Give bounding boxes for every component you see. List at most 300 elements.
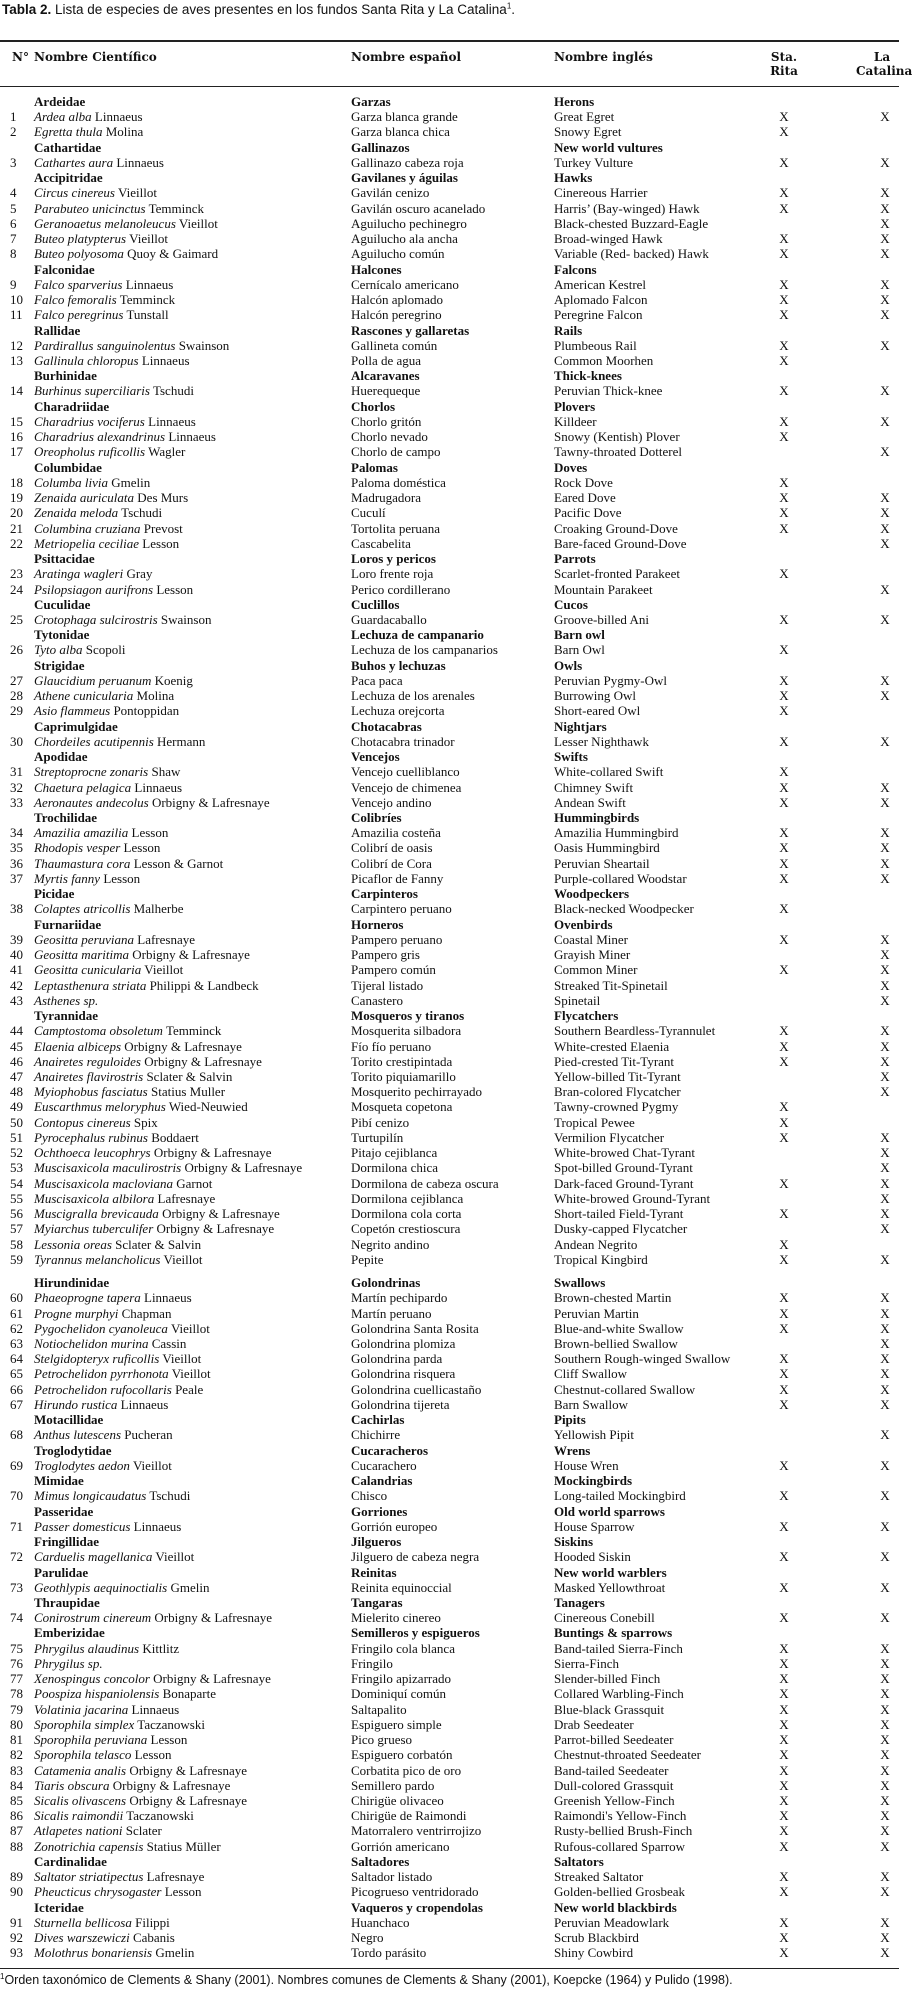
species-author: Taczanowski — [126, 1808, 194, 1824]
family-row — [0, 94, 899, 109]
species-spanish-name: Vencejo cuelliblanco — [351, 764, 460, 780]
species-row — [0, 1084, 899, 1099]
species-scientific-name — [34, 1397, 168, 1412]
santa-rita-presence: X — [779, 337, 789, 353]
species-scientific-name — [34, 825, 168, 840]
row-spacer — [0, 1267, 899, 1275]
species-scientific-name — [34, 444, 185, 459]
table-bottom-rule — [0, 1968, 899, 1969]
santa-rita-presence: X — [779, 1351, 789, 1367]
family-spanish-name: Vencejos — [351, 749, 400, 765]
species-number: 34 — [10, 825, 23, 841]
family-spanish-name: Tangaras — [351, 1594, 403, 1610]
la-catalina-presence: X — [880, 931, 890, 947]
species-author: Linnaeus — [141, 352, 190, 368]
species-author: Temminck — [119, 292, 176, 308]
family-row — [0, 323, 899, 338]
species-binomial: Troglodytes aedon — [34, 1457, 130, 1473]
la-catalina-presence: X — [880, 185, 890, 201]
la-catalina-presence: X — [880, 581, 890, 597]
species-spanish-name: Chisco — [351, 1488, 388, 1504]
la-catalina-presence: X — [880, 413, 890, 429]
species-english-name: Peruvian Sheartail — [554, 855, 650, 871]
la-catalina-presence: X — [880, 1518, 890, 1534]
species-english-name: Scarlet-fronted Parakeet — [554, 566, 680, 582]
species-english-name: Mountain Parakeet — [554, 581, 653, 597]
species-spanish-name: Pitajo cejiblanca — [351, 1145, 438, 1161]
species-number: 38 — [10, 901, 23, 917]
family-english-name: Siskins — [554, 1534, 594, 1550]
species-number: 29 — [10, 703, 23, 719]
family-spanish-name: Gorriones — [351, 1503, 408, 1519]
species-binomial: Charadrius vociferus — [34, 413, 145, 429]
species-row — [0, 1351, 899, 1366]
species-row — [0, 1176, 899, 1191]
footnote-text: Orden taxonómico de Clements & Shany (2001). Nombres comunes de Clements & Shany (2001), Koepcke (1964) y Pulido (1998). — [4, 1973, 733, 1987]
family-spanish-name: Cachirlas — [351, 1412, 405, 1428]
santa-rita-presence: X — [779, 1053, 789, 1069]
species-number: 39 — [10, 931, 23, 947]
species-binomial: Atlapetes nationi — [34, 1823, 123, 1839]
species-row — [0, 1915, 899, 1930]
species-number: 21 — [10, 520, 23, 536]
species-english-name: Groove-billed Ani — [554, 611, 649, 627]
species-spanish-name: Colibrí de Cora — [351, 855, 432, 871]
family-scientific-name: Accipitridae — [34, 170, 103, 186]
la-catalina-presence: X — [880, 1175, 890, 1191]
family-scientific-name: Hirundinidae — [34, 1275, 110, 1291]
species-author: Boddaert — [151, 1129, 199, 1145]
footnote-mark: 1 — [0, 1971, 5, 1981]
species-author: Filippi — [135, 1914, 170, 1930]
la-catalina-presence: X — [880, 611, 890, 627]
family-spanish-name: Chorlos — [351, 398, 396, 414]
species-binomial: Geothlypis aequinoctialis — [34, 1579, 168, 1595]
species-binomial: Anairetes reguloides — [34, 1053, 141, 1069]
species-english-name: Cinereous Conebill — [554, 1610, 655, 1626]
species-binomial: Poospiza hispaniolensis — [34, 1686, 160, 1702]
species-english-name: Lesser Nighthawk — [554, 733, 649, 749]
la-catalina-presence: X — [880, 855, 890, 871]
la-catalina-presence: X — [880, 444, 890, 460]
species-english-name: White-crested Elaenia — [554, 1038, 670, 1054]
santa-rita-presence: X — [779, 109, 789, 125]
species-binomial: Chaetura pelagica — [34, 779, 132, 795]
species-author: Lesson — [156, 581, 194, 597]
species-english-name: Common Miner — [554, 962, 638, 978]
santa-rita-presence: X — [779, 1838, 789, 1854]
santa-rita-presence: X — [779, 1777, 789, 1793]
species-number: 86 — [10, 1808, 23, 1824]
species-row — [0, 429, 899, 444]
species-binomial: Chordeiles acutipennis — [34, 733, 154, 749]
santa-rita-presence: X — [779, 733, 789, 749]
santa-rita-presence: X — [779, 566, 789, 582]
species-row — [0, 1237, 899, 1252]
species-binomial: Anthus lutescens — [34, 1427, 122, 1443]
species-english-name: Brown-chested Martin — [554, 1290, 672, 1306]
la-catalina-presence: X — [880, 1914, 890, 1930]
species-binomial: Pyrocephalus rubinus — [34, 1129, 148, 1145]
family-scientific-name: Troglodytidae — [34, 1442, 112, 1458]
species-binomial: Burhinus superciliaris — [34, 383, 150, 399]
species-row — [0, 1869, 899, 1884]
species-spanish-name: Pampero gris — [351, 947, 420, 963]
species-number: 33 — [10, 794, 23, 810]
species-row — [0, 1145, 899, 1160]
species-author: Orbigny & Lafresnaye — [129, 1793, 248, 1809]
species-number: 3 — [10, 154, 17, 170]
species-row — [0, 1580, 899, 1595]
la-catalina-presence: X — [880, 520, 890, 536]
species-author: Linnaeus — [134, 779, 183, 795]
family-spanish-name: Reinitas — [351, 1564, 397, 1580]
species-row — [0, 490, 899, 505]
species-author: Lesson — [131, 825, 169, 841]
species-binomial: Camptostoma obsoletum — [34, 1023, 163, 1039]
la-catalina-presence: X — [880, 154, 890, 170]
species-binomial: Oreopholus ruficollis — [34, 444, 146, 460]
species-row — [0, 1808, 899, 1823]
species-binomial: Psilopsiagon aurifrons — [34, 581, 154, 597]
family-row — [0, 170, 899, 185]
santa-rita-presence: X — [779, 490, 789, 506]
family-spanish-name: Semilleros y espigueros — [351, 1625, 480, 1641]
species-author: Lesson — [150, 1732, 188, 1748]
species-row — [0, 1488, 899, 1503]
species-binomial: Muscisaxicola macloviana — [34, 1175, 173, 1191]
species-number: 68 — [10, 1427, 23, 1443]
family-row — [0, 1854, 899, 1869]
species-scientific-name — [34, 840, 160, 855]
species-binomial: Anairetes flavirostris — [34, 1069, 144, 1084]
species-author: Orbigny & Lafresnaye — [132, 947, 250, 963]
family-english-name: Barn owl — [554, 627, 605, 643]
species-row — [0, 1039, 899, 1054]
santa-rita-presence: X — [779, 1381, 789, 1397]
family-english-name: Nightjars — [554, 718, 607, 734]
species-row — [0, 1763, 899, 1778]
species-scientific-name — [34, 612, 211, 627]
family-scientific-name: Thraupidae — [34, 1594, 100, 1610]
species-binomial: Parabuteo unicinctus — [34, 200, 146, 216]
species-row — [0, 1778, 899, 1793]
santa-rita-presence: X — [779, 307, 789, 323]
species-row — [0, 1054, 899, 1069]
family-spanish-name: Saltadores — [351, 1853, 410, 1869]
species-binomial: Cathartes aura — [34, 154, 114, 170]
species-row — [0, 1427, 899, 1442]
santa-rita-presence: X — [779, 794, 789, 810]
species-scientific-name — [34, 1290, 192, 1305]
species-row — [0, 1458, 899, 1473]
species-scientific-name — [34, 490, 188, 505]
family-english-name: Wrens — [554, 1442, 591, 1458]
species-english-name: Tropical Kingbird — [554, 1251, 648, 1267]
species-english-name: Rock Dove — [554, 474, 613, 490]
header-number: N° — [12, 50, 29, 64]
santa-rita-presence: X — [779, 870, 789, 886]
species-number: 89 — [10, 1869, 23, 1885]
species-number: 47 — [10, 1069, 23, 1084]
species-number: 72 — [10, 1549, 23, 1565]
la-catalina-presence: X — [880, 1808, 890, 1824]
la-catalina-presence: X — [880, 1930, 890, 1946]
species-english-name: Dull-colored Grassquit — [554, 1777, 674, 1793]
species-binomial: Falco peregrinus — [34, 307, 124, 323]
species-spanish-name: Reinita equinoccial — [351, 1579, 452, 1595]
species-number: 62 — [10, 1320, 23, 1336]
santa-rita-presence: X — [779, 1251, 789, 1267]
species-binomial: Ardea alba — [34, 109, 92, 125]
species-english-name: Band-tailed Seedeater — [554, 1762, 669, 1778]
species-author: Statius Müller — [146, 1838, 221, 1854]
species-english-name: Blue-black Grassquit — [554, 1701, 665, 1717]
la-catalina-presence: X — [880, 1732, 890, 1748]
species-number: 71 — [10, 1518, 23, 1534]
santa-rita-presence: X — [779, 292, 789, 308]
la-catalina-presence: X — [880, 1053, 890, 1069]
species-spanish-name: Aguilucho ala ancha — [351, 231, 458, 247]
species-english-name: Common Moorhen — [554, 352, 654, 368]
species-spanish-name: Picaflor de Fanny — [351, 870, 444, 886]
santa-rita-presence: X — [779, 1457, 789, 1473]
la-catalina-presence: X — [880, 1457, 890, 1473]
species-spanish-name: Matorralero ventrirrojizo — [351, 1823, 482, 1839]
species-row — [0, 1945, 899, 1960]
family-scientific-name: Strigidae — [34, 657, 85, 673]
species-spanish-name: Fringilo cola blanca — [351, 1640, 455, 1656]
species-scientific-name — [34, 246, 218, 261]
family-row — [0, 749, 899, 764]
species-scientific-name — [34, 871, 140, 886]
species-spanish-name: Copetón crestioscura — [351, 1221, 461, 1237]
la-catalina-presence: X — [880, 962, 890, 978]
family-english-name: Flycatchers — [554, 1008, 619, 1024]
species-spanish-name: Dormilona cola corta — [351, 1206, 462, 1222]
species-english-name: Cliff Swallow — [554, 1366, 628, 1382]
species-spanish-name: Negrito andino — [351, 1236, 430, 1252]
family-scientific-name: Mimidae — [34, 1473, 84, 1489]
species-english-name: Streaked Saltator — [554, 1869, 644, 1885]
species-english-name: Purple-collared Woodstar — [554, 870, 687, 886]
species-english-name: Long-tailed Mockingbird — [554, 1488, 686, 1504]
species-row — [0, 1549, 899, 1564]
la-catalina-presence: X — [880, 337, 890, 353]
species-english-name: Plumbeous Rail — [554, 337, 637, 353]
species-binomial: Charadrius alexandrinus — [34, 429, 166, 445]
species-english-name: Southern Beardless-Tyrannulet — [554, 1023, 716, 1039]
species-scientific-name — [34, 1823, 162, 1838]
family-english-name: Owls — [554, 657, 583, 673]
species-author: Pucheran — [124, 1427, 173, 1443]
species-row — [0, 307, 899, 322]
species-row — [0, 1671, 899, 1686]
family-spanish-name: Garzas — [351, 94, 391, 109]
species-spanish-name: Aguilucho pechinegro — [351, 215, 467, 231]
species-row — [0, 1884, 899, 1899]
species-scientific-name — [34, 155, 164, 170]
species-binomial: Metriopelia ceciliae — [34, 535, 140, 551]
species-number: 77 — [10, 1671, 23, 1687]
family-scientific-name: Icteridae — [34, 1899, 84, 1915]
species-number: 75 — [10, 1640, 23, 1656]
species-spanish-name: Aguilucho común — [351, 246, 445, 262]
species-number: 88 — [10, 1838, 23, 1854]
family-scientific-name: Trochilidae — [34, 810, 98, 826]
santa-rita-presence: X — [779, 1023, 789, 1039]
caption-text: Lista de especies de aves presentes en los fundos Santa Rita y La Catalina — [51, 2, 507, 17]
species-number: 12 — [10, 337, 23, 353]
species-binomial: Xenospingus concolor — [34, 1671, 150, 1687]
species-spanish-name: Garza blanca chica — [351, 124, 450, 140]
species-row — [0, 216, 899, 231]
species-spanish-name: Dominiquí común — [351, 1686, 446, 1702]
la-catalina-presence: X — [880, 870, 890, 886]
species-author: Lesson — [142, 535, 180, 551]
species-scientific-name — [34, 1458, 172, 1473]
species-scientific-name — [34, 353, 190, 368]
species-english-name: Amazilia Hummingbird — [554, 825, 679, 841]
species-spanish-name: Golondrina Santa Rosita — [351, 1320, 479, 1336]
santa-rita-presence: X — [779, 1549, 789, 1565]
santa-rita-presence: X — [779, 840, 789, 856]
species-english-name: White-collared Swift — [554, 764, 664, 780]
species-scientific-name — [34, 1519, 181, 1534]
santa-rita-presence: X — [779, 962, 789, 978]
species-spanish-name: Mosqueta copetona — [351, 1099, 453, 1115]
species-scientific-name — [34, 277, 173, 292]
santa-rita-presence: X — [779, 154, 789, 170]
species-row — [0, 155, 899, 170]
species-binomial: Geositta cunicularia — [34, 962, 142, 978]
species-scientific-name — [34, 521, 183, 536]
family-english-name: Cucos — [554, 596, 588, 612]
species-binomial: Volatinia jacarina — [34, 1701, 129, 1717]
la-catalina-presence: X — [880, 109, 890, 125]
santa-rita-presence: X — [779, 474, 789, 490]
species-binomial: Myiophobus fasciatus — [34, 1084, 148, 1100]
species-english-name: Killdeer — [554, 413, 597, 429]
family-row — [0, 1565, 899, 1580]
species-spanish-name: Chirigüe olivaceo — [351, 1793, 444, 1809]
species-number: 9 — [10, 276, 17, 292]
la-catalina-presence: X — [880, 1716, 890, 1732]
species-number: 50 — [10, 1114, 23, 1130]
species-spanish-name: Semillero pardo — [351, 1777, 435, 1793]
species-author: Linnaeus — [133, 1518, 182, 1534]
la-catalina-presence: X — [880, 672, 890, 688]
family-spanish-name: Calandrias — [351, 1473, 413, 1489]
species-author: Vieillot — [162, 1351, 202, 1367]
family-spanish-name: Palomas — [351, 459, 398, 475]
species-number: 48 — [10, 1084, 23, 1100]
species-english-name: Andean Negrito — [554, 1236, 638, 1252]
family-scientific-name: Psittacidae — [34, 551, 95, 567]
species-spanish-name: Fringilo apizarrado — [351, 1671, 451, 1687]
species-number: 91 — [10, 1914, 23, 1930]
species-english-name: Croaking Ground-Dove — [554, 520, 678, 536]
family-english-name: Rails — [554, 322, 583, 338]
family-scientific-name: Falconidae — [34, 261, 95, 277]
santa-rita-presence: X — [779, 1518, 789, 1534]
species-binomial: Rhodopis vesper — [34, 840, 121, 856]
species-row — [0, 840, 899, 855]
species-scientific-name — [34, 1054, 262, 1069]
species-scientific-name — [34, 1641, 179, 1656]
family-scientific-name: Tytonidae — [34, 627, 90, 643]
species-author: Temminck — [165, 1023, 222, 1039]
species-english-name: House Sparrow — [554, 1518, 635, 1534]
species-scientific-name — [34, 1671, 271, 1686]
species-author: Sclater & Salvin — [115, 1236, 202, 1252]
species-author: Molina — [136, 688, 175, 704]
family-scientific-name: Furnariidae — [34, 916, 102, 932]
species-author: Vieillot — [132, 1457, 172, 1473]
species-row — [0, 1686, 899, 1701]
species-spanish-name: Negro — [351, 1930, 384, 1946]
santa-rita-presence: X — [779, 1716, 789, 1732]
la-catalina-presence: X — [880, 840, 890, 856]
species-binomial: Sporophila simplex — [34, 1716, 135, 1732]
species-spanish-name: Mosquerita silbadora — [351, 1023, 462, 1039]
species-english-name: Band-tailed Sierra-Finch — [554, 1640, 683, 1656]
species-row — [0, 1747, 899, 1762]
la-catalina-presence: X — [880, 1190, 890, 1206]
species-author: Orbigny & Lafresnaye — [156, 1221, 275, 1237]
species-scientific-name — [34, 962, 183, 977]
species-english-name: Andean Swift — [554, 794, 626, 810]
species-scientific-name — [34, 383, 194, 398]
species-binomial: Thaumastura cora — [34, 855, 131, 871]
species-scientific-name — [34, 1099, 248, 1114]
species-author: Peale — [175, 1381, 204, 1397]
family-english-name: Swifts — [554, 749, 588, 765]
family-english-name: Tanagers — [554, 1594, 605, 1610]
family-row — [0, 719, 899, 734]
table-footnote — [0, 1973, 733, 1987]
species-binomial: Columba livia — [34, 474, 109, 490]
species-spanish-name: Lechuza orejcorta — [351, 703, 445, 719]
species-number: 59 — [10, 1251, 23, 1267]
species-number: 42 — [10, 977, 23, 993]
la-catalina-presence: X — [880, 1427, 890, 1443]
header-spanish-name: Nombre español — [351, 50, 462, 64]
family-english-name: Buntings & sparrows — [554, 1625, 673, 1641]
santa-rita-presence: X — [779, 1129, 789, 1145]
species-number: 93 — [10, 1945, 23, 1961]
species-number: 52 — [10, 1145, 23, 1161]
species-row — [0, 795, 899, 810]
species-english-name: Shiny Cowbird — [554, 1945, 634, 1961]
species-number: 49 — [10, 1099, 23, 1115]
species-row — [0, 780, 899, 795]
la-catalina-presence: X — [880, 200, 890, 216]
family-row — [0, 917, 899, 932]
species-table-body — [0, 94, 899, 1961]
species-author: Orbigny & Lafresnaye — [112, 1777, 231, 1793]
santa-rita-presence: X — [779, 1206, 789, 1222]
species-number: 5 — [10, 200, 17, 216]
la-catalina-presence: X — [880, 1686, 890, 1702]
santa-rita-presence: X — [779, 383, 789, 399]
species-row — [0, 1290, 899, 1305]
species-number: 55 — [10, 1190, 23, 1206]
species-author: Tschudi — [149, 1488, 191, 1504]
species-english-name: Peruvian Thick-knee — [554, 383, 663, 399]
species-row — [0, 1702, 899, 1717]
la-catalina-presence: X — [880, 1251, 890, 1267]
